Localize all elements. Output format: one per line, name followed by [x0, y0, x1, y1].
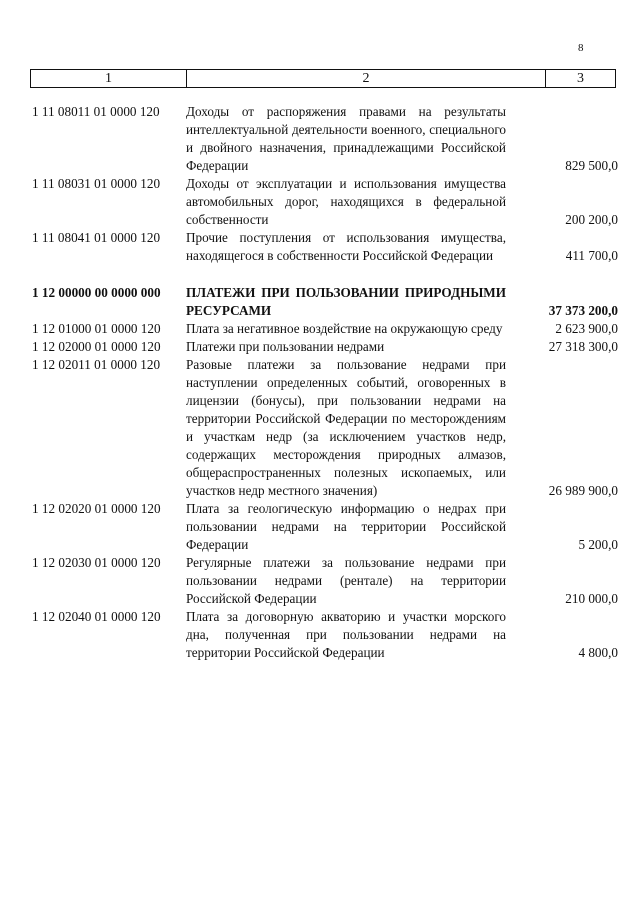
- column-header-1: 1: [31, 70, 187, 87]
- income-name: Разовые платежи за пользование недрами при наступлении определенных событий, оговоренных в лицензии (бонусы), при пользовании недрами на территории Российской Федерации по месторождениям и участкам недр (за исключением участков недр, содержащих месторождения природных алмазов, общераспространенных полезных ископаемых, или участков недр местного значения): [186, 357, 506, 498]
- table-row: [32, 608, 618, 662]
- table-row-section-total: [32, 284, 618, 320]
- budget-code: 1 12 02030 01 0000 120: [32, 555, 161, 570]
- income-amount: 5 200,0: [578, 537, 618, 552]
- table-row: [32, 320, 618, 338]
- column-header-2: 2: [187, 70, 546, 87]
- income-amount: 411 700,0: [565, 248, 618, 263]
- income-amount: 2 623 900,0: [555, 321, 618, 336]
- table-row: [32, 338, 618, 356]
- income-name: Плата за негативное воздействие на окружающую среду: [186, 321, 503, 336]
- budget-code: 1 11 08041 01 0000 120: [32, 230, 161, 245]
- column-header-row: [30, 69, 616, 88]
- table-row: [32, 175, 618, 229]
- income-amount: 200 200,0: [565, 212, 618, 227]
- table-row: [32, 103, 618, 175]
- table-row: [32, 500, 618, 554]
- column-header-3: 3: [577, 71, 584, 86]
- income-amount: 26 989 900,0: [548, 483, 618, 498]
- budget-code: 1 11 08011 01 0000 120: [32, 104, 160, 119]
- table-row: [32, 356, 618, 500]
- budget-code: 1 12 02020 01 0000 120: [32, 501, 161, 516]
- income-amount: 27 318 300,0: [548, 339, 618, 354]
- budget-code: 1 12 00000 00 0000 000: [32, 285, 161, 300]
- income-amount: 210 000,0: [565, 591, 618, 606]
- income-name: Прочие поступления от использования имущества, находящегося в собственности Российской Федерации: [186, 230, 506, 263]
- budget-code: 1 12 02000 01 0000 120: [32, 339, 161, 354]
- income-name: Доходы от распоряжения правами на результаты интеллектуальной деятельности военного, специального и двойного назначения, принадлежащими Российской Федерации: [186, 104, 506, 173]
- budget-code: 1 11 08031 01 0000 120: [32, 176, 161, 191]
- income-amount: 4 800,0: [578, 645, 618, 660]
- budget-code: 1 12 02011 01 0000 120: [32, 357, 161, 372]
- income-name: Плата за договорную акваторию и участки морского дна, полученная при пользовании недрами на территории Российской Федерации: [186, 609, 506, 660]
- budget-code: 1 12 02040 01 0000 120: [32, 609, 161, 624]
- table-row: [32, 229, 618, 265]
- income-name: Доходы от эксплуатации и использования имущества автомобильных дорог, находящихся в федеральной собственности: [186, 176, 506, 227]
- income-name: Плата за геологическую информацию о недрах при пользовании недрами на территории Российской Федерации: [186, 501, 506, 552]
- income-name: Регулярные платежи за пользование недрами при пользовании недрами (рентале) на территории Российской Федерации: [186, 555, 506, 606]
- income-amount: 829 500,0: [565, 158, 618, 173]
- budget-table-body: [32, 103, 618, 662]
- income-name: Платежи при пользовании недрами: [186, 339, 385, 354]
- income-amount: 37 373 200,0: [548, 303, 618, 318]
- table-row: [32, 554, 618, 608]
- page-number: 8: [578, 42, 584, 54]
- budget-code: 1 12 01000 01 0000 120: [32, 321, 161, 336]
- income-name: ПЛАТЕЖИ ПРИ ПОЛЬЗОВАНИИ ПРИРОДНЫМИ РЕСУРСАМИ: [186, 285, 506, 318]
